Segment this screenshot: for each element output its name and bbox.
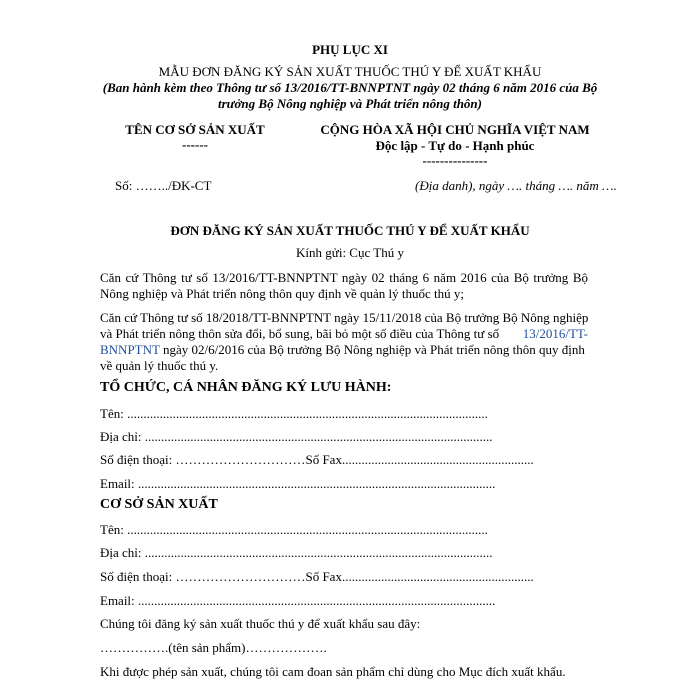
section2-email-field[interactable]: Email: .............................................................................................................. bbox=[100, 593, 496, 608]
section2-address-field[interactable]: Địa chỉ: ........................................................................................................... bbox=[100, 545, 493, 560]
form-title: MẪU ĐƠN ĐĂNG KÝ SẢN XUẤT THUỐC THÚ Y ĐỂ XUẤT KHẨU bbox=[158, 64, 542, 79]
basis2-line2 bbox=[100, 326, 588, 342]
section1-address-field[interactable]: Địa chỉ: ........................................................................................................... bbox=[100, 429, 493, 444]
motto-dashes: --------------- bbox=[422, 153, 488, 168]
facility-dashes: ------ bbox=[182, 137, 208, 152]
section2-heading: CƠ SỞ SẢN XUẤT bbox=[100, 497, 218, 512]
issued-note-line1: (Ban hành kèm theo Thông tư số 13/2016/TT-BNNPTNT ngày 02 tháng 6 năm 2016 của Bộ bbox=[102, 80, 598, 95]
circular-link-part2[interactable]: BNNPTNT bbox=[100, 342, 160, 357]
issued-note-line2: trưởng Bộ Nông nghiệp và Phát triển nông thôn) bbox=[218, 96, 482, 111]
basis1-line2: Nông nghiệp và Phát triển nông thôn quy định về quản lý thuốc thú y; bbox=[100, 286, 464, 301]
request-statement: Chúng tôi đăng ký sản xuất thuốc thú y để xuất khẩu sau đây: bbox=[100, 616, 421, 631]
circular-link-part1[interactable]: 13/2016/TT- bbox=[522, 326, 588, 341]
recipient: Kính gửi: Cục Thú y bbox=[296, 245, 404, 260]
section2-phone-fax-field[interactable]: Số điện thoại: …………………………Số Fax........................................................... bbox=[100, 569, 534, 584]
commitment-statement: Khi được phép sản xuất, chúng tôi cam đoan sản phẩm chỉ dùng cho Mục đích xuất khẩu. bbox=[100, 664, 566, 679]
basis1-line1: Căn cứ Thông tư số 13/2016/TT-BNNPTNT ngày 02 tháng 6 năm 2016 của Bộ trưởng Bộ bbox=[100, 270, 588, 285]
basis2-line3 bbox=[100, 342, 585, 358]
basis2-line1: Căn cứ Thông tư số 18/2018/TT-BNNPTNT ngày 15/11/2018 của Bộ trưởng Bộ Nông nghiệp bbox=[100, 310, 588, 325]
place-date: (Địa danh), ngày …. tháng …. năm …. bbox=[415, 178, 617, 193]
appendix-title: PHỤ LỤC XI bbox=[312, 42, 388, 57]
section2-name-field[interactable]: Tên: ............................................................................................................... bbox=[100, 522, 488, 537]
national-motto: Độc lập - Tự do - Hạnh phúc bbox=[375, 138, 535, 153]
country-name: CỘNG HÒA XÃ HỘI CHỦ NGHĨA VIỆT NAM bbox=[320, 122, 590, 137]
facility-label: TÊN CƠ SỞ SẢN XUẤT bbox=[125, 122, 265, 137]
document-title: ĐƠN ĐĂNG KÝ SẢN XUẤT THUỐC THÚ Y ĐỂ XUẤT KHẨU bbox=[170, 223, 530, 238]
basis2-line4: về quản lý thuốc thú y. bbox=[100, 358, 219, 373]
section1-name-field[interactable]: Tên: ............................................................................................................... bbox=[100, 406, 488, 421]
product-name-line[interactable]: …………….(tên sản phẩm)………………. bbox=[100, 640, 327, 655]
section1-email-field[interactable]: Email: .............................................................................................................. bbox=[100, 476, 496, 491]
section1-heading: TỔ CHỨC, CÁ NHÂN ĐĂNG KÝ LƯU HÀNH: bbox=[100, 380, 392, 395]
basis2-line3-text: ngày 02/6/2016 của Bộ trưởng Bộ Nông nghiệp và Phát triển nông thôn quy định bbox=[162, 342, 585, 357]
document-number: Số: ……../ĐK-CT bbox=[115, 178, 212, 193]
section1-phone-fax-field[interactable]: Số điện thoại: …………………………Số Fax........................................................... bbox=[100, 452, 534, 467]
basis2-line2-text: và Phát triển nông thôn sửa đổi, bổ sung, bãi bỏ một số điều của Thông tư số bbox=[100, 326, 500, 341]
